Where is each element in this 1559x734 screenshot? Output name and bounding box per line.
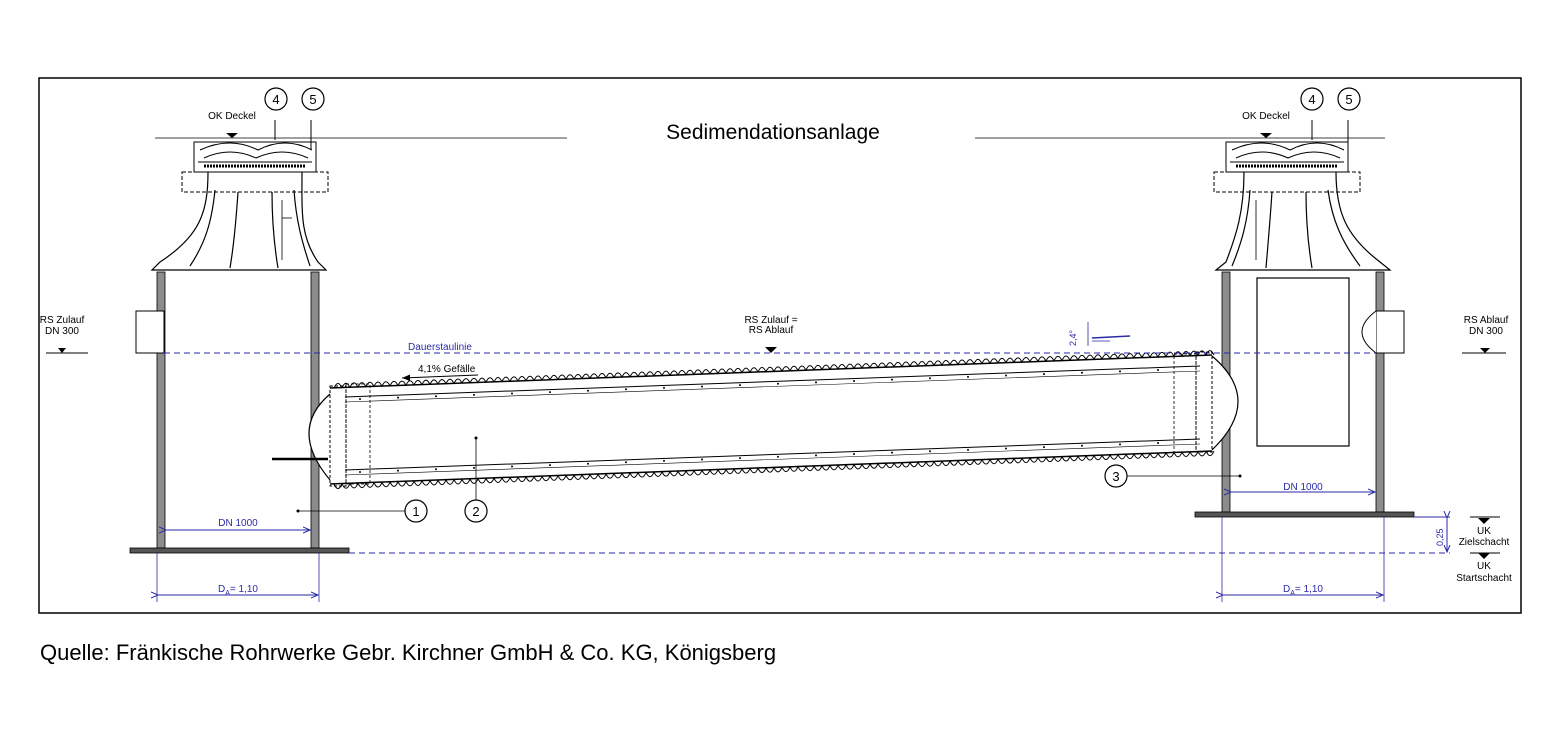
shaft-base-right xyxy=(1195,512,1414,517)
rs-outlet-dn: DN 300 xyxy=(1469,326,1503,337)
dn-label-right: DN 1000 xyxy=(1283,482,1323,493)
callout-2-label: 2 xyxy=(472,504,480,519)
rs-center-label-2: RS Ablauf xyxy=(748,325,794,336)
cover-top-marker-left xyxy=(226,133,238,138)
cover-top-label-left: OK Deckel xyxy=(208,111,256,122)
shaft-base-left xyxy=(130,548,349,553)
callout-4-right-label: 4 xyxy=(1308,92,1316,107)
baffle-box xyxy=(1257,278,1349,446)
cone-left xyxy=(152,172,326,270)
sediment-pipe xyxy=(272,351,1238,489)
uk-target-marker xyxy=(1478,518,1490,524)
slope-label: 4,1% Gefälle xyxy=(418,364,476,375)
shaft-wall-right-outer xyxy=(1376,272,1384,512)
uk-target-label-1: UK xyxy=(1477,526,1491,537)
uk-start-label-2: Startschacht xyxy=(1456,573,1512,584)
da-label-left: $D_A= 1,10$ xyxy=(218,584,258,597)
rs-inlet-label: RS Zulauf xyxy=(39,315,85,326)
rs-outlet-marker xyxy=(1480,348,1490,353)
callout-1-label: 1 xyxy=(412,504,420,519)
da-label-right: $D_A= 1,10$ xyxy=(1283,584,1323,597)
slope-arrow xyxy=(402,375,478,378)
rs-center-marker xyxy=(765,347,777,353)
cone-right xyxy=(1216,172,1390,270)
callout-5-right-label: 5 xyxy=(1345,92,1353,107)
cover-right xyxy=(1214,120,1360,192)
uk-start-marker xyxy=(1478,553,1490,559)
target-shaft xyxy=(1195,120,1414,517)
uk-target-label-2: Zielschacht xyxy=(1458,537,1510,548)
callout-3-label: 3 xyxy=(1112,469,1120,484)
uk-start-label-1: UK xyxy=(1477,561,1491,572)
source-caption: Quelle: Fränkische Rohrwerke Gebr. Kirchner GmbH & Co. KG, Königsberg xyxy=(40,640,777,665)
outlet-pipe-right xyxy=(1376,311,1404,353)
rs-inlet-dn: DN 300 xyxy=(45,326,79,337)
callout-5-left-label: 5 xyxy=(309,92,317,107)
angle-label: 2,4° xyxy=(1068,329,1078,346)
depth-label: 0,25 xyxy=(1435,528,1445,546)
cover-top-label-right: OK Deckel xyxy=(1242,111,1290,122)
callout-4-left-label: 4 xyxy=(272,92,280,107)
rs-outlet-label: RS Ablauf xyxy=(1463,315,1509,326)
end-cap-right xyxy=(1212,356,1238,450)
drawing-title: Sedimendationsanlage xyxy=(666,121,880,144)
cover-left xyxy=(182,120,328,192)
dn-label-left: DN 1000 xyxy=(218,518,258,529)
permanent-water-label: Dauerstaulinie xyxy=(408,342,472,353)
cover-top-marker-right xyxy=(1260,133,1272,138)
rs-inlet-marker xyxy=(58,348,66,353)
start-shaft xyxy=(130,120,349,553)
inlet-pipe-left xyxy=(136,311,164,353)
rs-center-label-1: RS Zulauf = xyxy=(744,315,798,326)
